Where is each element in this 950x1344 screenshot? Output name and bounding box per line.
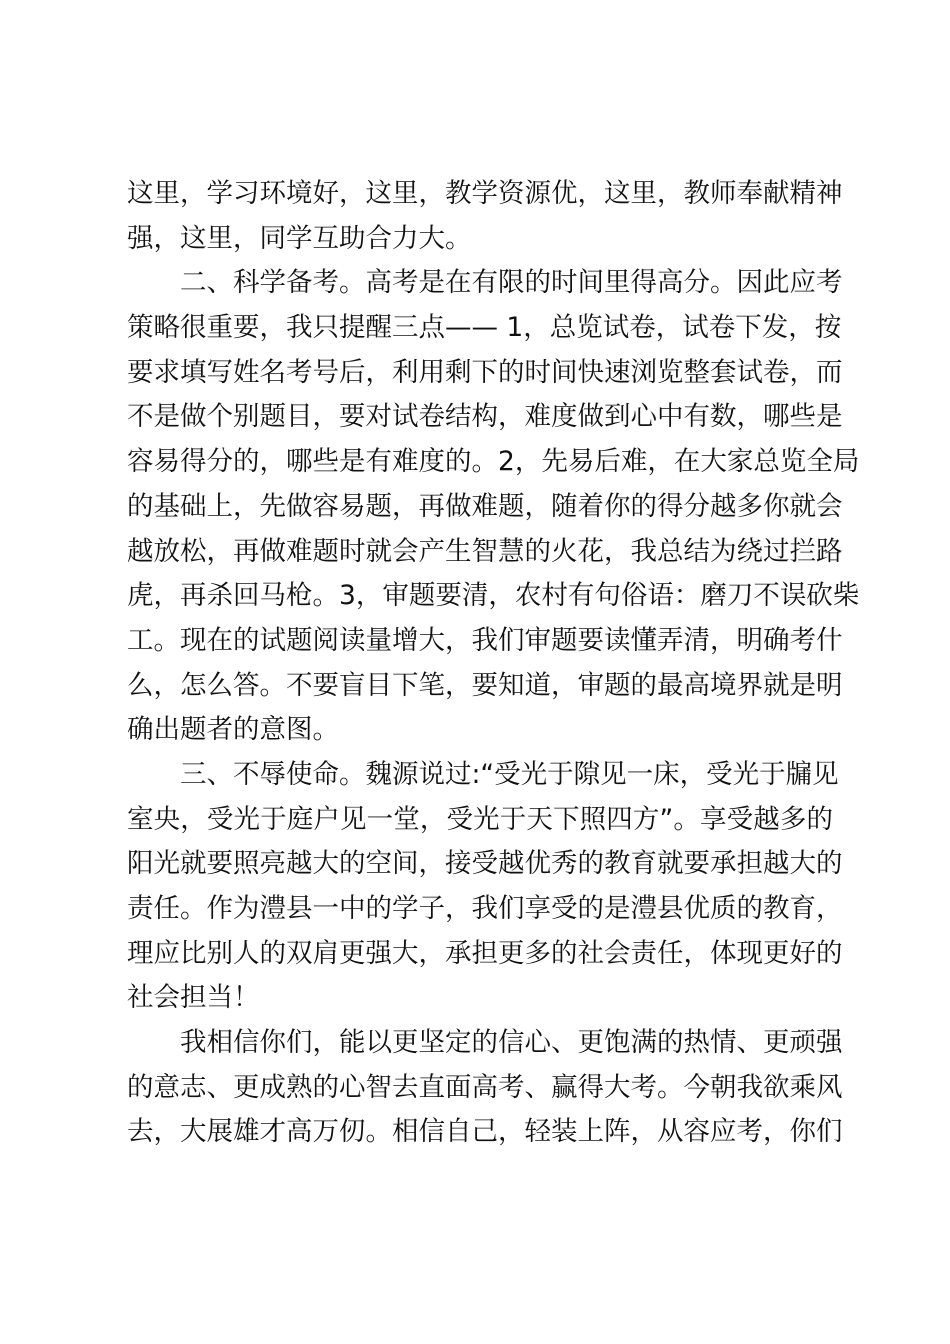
text-line: 策略很重要，我只提醒三点—— 1，总览试卷，试卷下发，按 [127,312,842,344]
text-line: 二、科学备考。高考是在有限的时间里得高分。因此应考 [180,267,843,299]
text-line: 虎，再杀回马枪。3，审题要清，农村有句俗语：磨刀不误砍柴 [127,580,860,612]
text-line: 容易得分的，哪些是有难度的。2，先易后难，在大家总览全局 [127,446,860,478]
text-line: 要求填写姓名考号后，利用剩下的时间快速浏览整套试卷，而 [127,356,843,388]
text-line: 的意志、更成熟的心智去直面高考、赢得大考。今朝我欲乘风 [127,1071,843,1103]
text-line: 不是做个别题目，要对试卷结构，难度做到心中有数，哪些是 [127,401,843,433]
text-line: 确出题者的意图。 [127,714,339,746]
text-line: 责任。作为澧县一中的学子，我们享受的是澧县优质的教育， [127,893,843,924]
text-line: 社会担当！ [127,982,260,1014]
text-line: 理应比别人的双肩更强大，承担更多的社会责任，体现更好的 [127,937,843,969]
text-line: 我相信你们，能以更坚定的信心、更饱满的热情、更顽强 [180,1027,843,1059]
text-line: 越放松，再做难题时就会产生智慧的火花，我总结为绕过拦路 [127,535,843,567]
text-line: 工。现在的试题阅读量增大，我们审题要读懂弄清，明确考什 [127,624,843,656]
text-line: 去，大展雄才高万仞。相信自己，轻装上阵，从容应考，你们 [127,1116,843,1148]
text-line: 阳光就要照亮越大的空间，接受越优秀的教育就要承担越大的 [127,848,843,880]
text-line: 室央，受光于庭户见一堂，受光于天下照四方”。享受越多的 [127,803,833,835]
text-line: 三、不辱使命。魏源说过:“受光于隙见一床，受光于牖见 [180,758,839,790]
text-line: 这里，学习环境好，这里，教学资源优，这里，教师奉献精神 [127,178,843,209]
text-line: 的基础上，先做容易题，再做难题，随着你的得分越多你就会 [127,490,843,522]
text-line: 么，怎么答。不要盲目下笔，要知道，审题的最高境界就是明 [127,669,843,701]
body-text [127,172,860,1155]
text-line: 强，这里，同学互助合力大。 [127,222,472,254]
